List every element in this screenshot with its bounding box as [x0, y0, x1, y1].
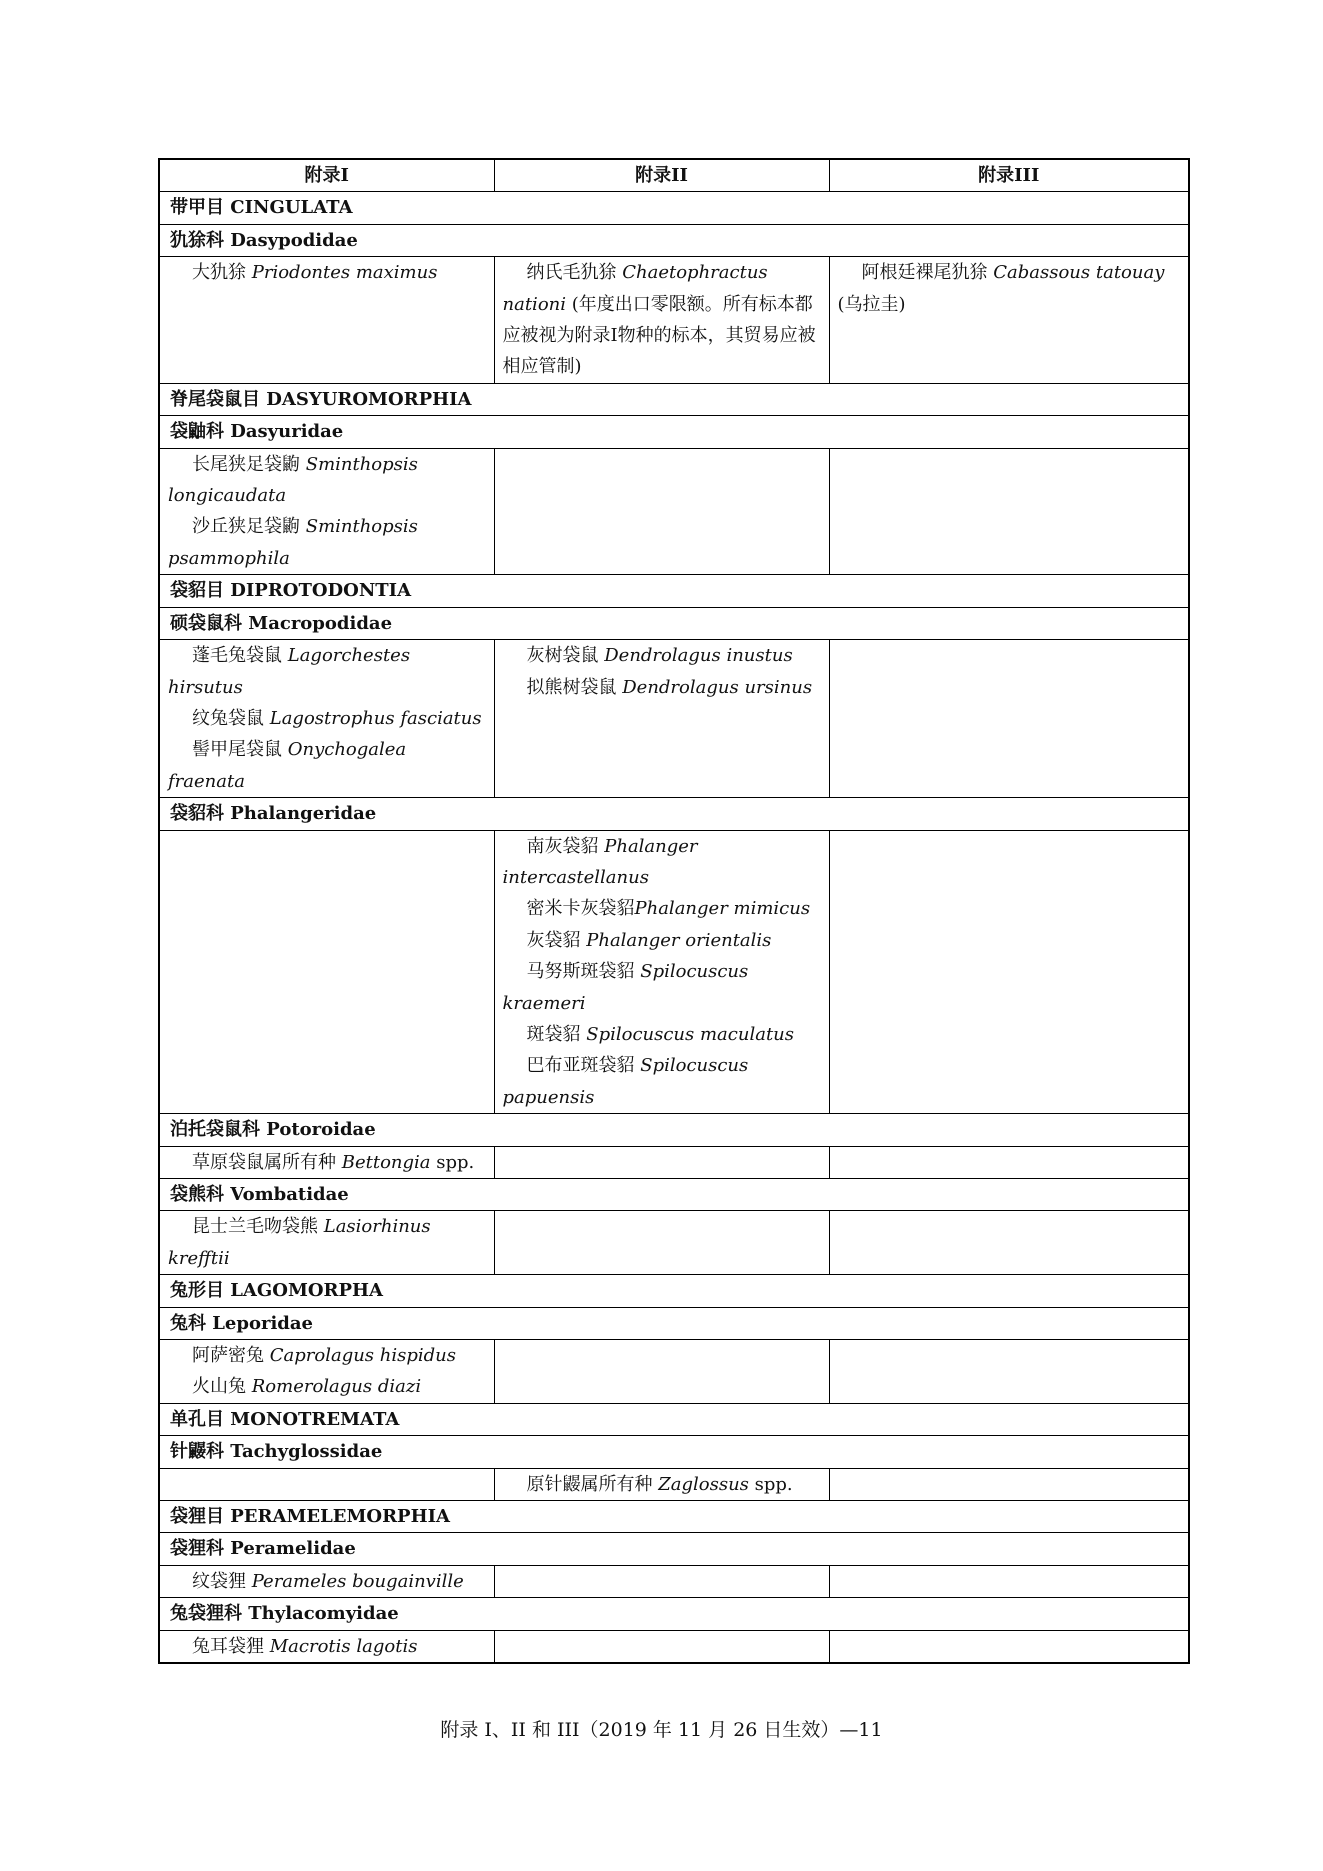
species-row [159, 1146, 1189, 1178]
appendix-3-cell [829, 448, 1189, 575]
order-row: 兔形目 LAGOMORPHA [159, 1275, 1189, 1307]
family-row: 袋熊科 Vombatidae [159, 1179, 1189, 1211]
species-entry: 髻甲尾袋鼠 Onychogalea fraenata [168, 739, 407, 792]
species-entry: 纳氏毛犰狳 Chaetophractus nationi (年度出口零限额。所有标本都应被视为附录I物种的标本，其贸易应被相应管制) [502, 262, 816, 378]
family-row: 兔袋狸科 Thylacomyidae [159, 1598, 1189, 1630]
species-row [159, 1340, 1189, 1404]
table-header-row [159, 159, 1189, 192]
appendix-1-cell [159, 1340, 494, 1404]
species-row [159, 830, 1189, 1114]
header-appendix-1: 附录I [159, 159, 494, 192]
species-entry: 巴布亚斑袋貂 Spilocuscus papuensis [502, 1055, 749, 1108]
family-row: 袋貂科 Phalangeridae [159, 798, 1189, 830]
species-entry: 灰袋貂 Phalanger orientalis [526, 929, 772, 951]
appendix-3-cell [829, 1340, 1189, 1404]
order-row: 袋貂目 DIPROTODONTIA [159, 575, 1189, 607]
appendix-2-cell [494, 257, 829, 384]
appendix-3-cell [829, 640, 1189, 798]
appendix-2-cell [494, 1468, 829, 1500]
appendix-1-cell [159, 257, 494, 384]
appendix-3-cell [829, 257, 1189, 384]
order-row: 带甲目 CINGULATA [159, 192, 1189, 224]
species-entry: 阿根廷裸尾犰狳 Cabassous tatouay (乌拉圭) [837, 262, 1165, 315]
family-row: 袋狸科 Peramelidae [159, 1533, 1189, 1565]
species-entry: 马努斯斑袋貂 Spilocuscus kraemeri [502, 961, 749, 1014]
species-entry: 沙丘狭足袋鼩 Sminthopsis psammophila [168, 516, 418, 569]
species-row [159, 640, 1189, 798]
appendix-2-cell [494, 830, 829, 1114]
page-footer: 附录 I、II 和 III（2019 年 11 月 26 日生效）—11 [440, 1719, 883, 1741]
appendix-2-cell [494, 1340, 829, 1404]
species-entry: 纹兔袋鼠 Lagostrophus fasciatus [192, 707, 482, 729]
appendix-1-cell [159, 1468, 494, 1500]
species-row [159, 1468, 1189, 1500]
family-row: 硕袋鼠科 Macropodidae [159, 607, 1189, 639]
species-row [159, 257, 1189, 384]
species-entry: 火山兔 Romerolagus diazi [192, 1376, 422, 1398]
appendix-1-cell [159, 1565, 494, 1597]
appendix-1-cell [159, 448, 494, 575]
species-entry: 灰树袋鼠 Dendrolagus inustus [526, 645, 793, 667]
species-entry: 大犰狳 Priodontes maximus [192, 262, 438, 284]
species-row [159, 1630, 1189, 1663]
appendix-1-cell [159, 1146, 494, 1178]
family-row: 泊托袋鼠科 Potoroidae [159, 1114, 1189, 1146]
appendix-table [158, 158, 1190, 1664]
appendix-2-cell [494, 640, 829, 798]
appendix-2-cell [494, 1630, 829, 1663]
species-entry: 拟熊树袋鼠 Dendrolagus ursinus [526, 676, 813, 698]
appendix-1-cell [159, 830, 494, 1114]
family-row: 袋鼬科 Dasyuridae [159, 416, 1189, 448]
appendix-2-cell [494, 1565, 829, 1597]
species-entry: 密米卡灰袋貂Phalanger mimicus [526, 898, 811, 920]
species-entry: 原针鼹属所有种 Zaglossus spp. [526, 1473, 793, 1495]
species-entry: 纹袋狸 Perameles bougainville [192, 1570, 464, 1592]
appendix-2-cell [494, 448, 829, 575]
document-page [158, 158, 1188, 1664]
species-row [159, 1565, 1189, 1597]
order-row: 单孔目 MONOTREMATA [159, 1403, 1189, 1435]
appendix-2-cell [494, 1146, 829, 1178]
species-entry: 斑袋貂 Spilocuscus maculatus [526, 1023, 795, 1045]
appendix-2-cell [494, 1211, 829, 1275]
appendix-3-cell [829, 830, 1189, 1114]
appendix-3-cell [829, 1565, 1189, 1597]
species-entry: 兔耳袋狸 Macrotis lagotis [192, 1635, 418, 1657]
family-row: 犰狳科 Dasypodidae [159, 224, 1189, 256]
species-entry: 蓬毛兔袋鼠 Lagorchestes hirsutus [168, 645, 411, 698]
species-entry: 长尾狭足袋鼩 Sminthopsis longicaudata [168, 453, 418, 507]
species-entry: 草原袋鼠属所有种 Bettongia spp. [192, 1151, 475, 1173]
header-appendix-2: 附录II [494, 159, 829, 192]
appendix-3-cell [829, 1630, 1189, 1663]
species-entry: 阿萨密兔 Caprolagus hispidus [192, 1345, 456, 1367]
order-row: 袋狸目 PERAMELEMORPHIA [159, 1501, 1189, 1533]
species-row [159, 448, 1189, 575]
appendix-3-cell [829, 1211, 1189, 1275]
species-entry: 昆士兰毛吻袋熊 Lasiorhinus krefftii [168, 1216, 431, 1269]
family-row: 兔科 Leporidae [159, 1307, 1189, 1339]
appendix-1-cell [159, 1211, 494, 1275]
appendix-1-cell [159, 640, 494, 798]
species-entry: 南灰袋貂 Phalanger intercastellanus [502, 835, 698, 888]
order-row: 脊尾袋鼠目 DASYUROMORPHIA [159, 383, 1189, 415]
species-row [159, 1211, 1189, 1275]
family-row: 针鼹科 Tachyglossidae [159, 1436, 1189, 1468]
appendix-1-cell [159, 1630, 494, 1663]
appendix-3-cell [829, 1146, 1189, 1178]
appendix-3-cell [829, 1468, 1189, 1500]
header-appendix-3: 附录III [829, 159, 1189, 192]
